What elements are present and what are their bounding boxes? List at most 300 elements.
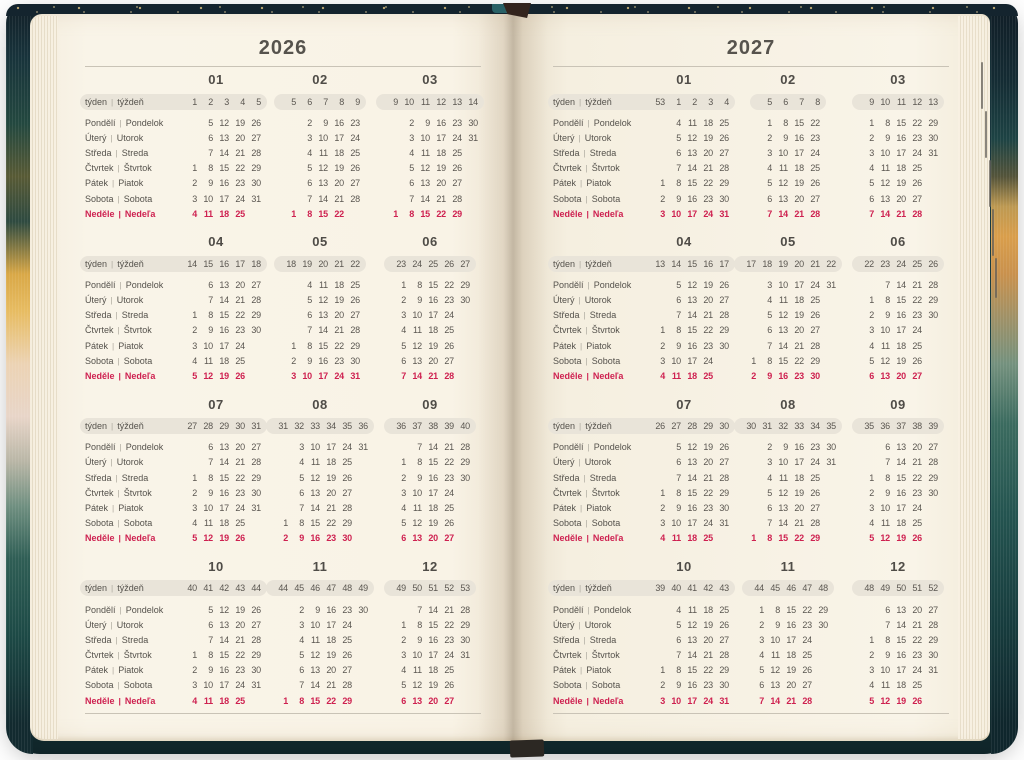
day-number: 1 (192, 472, 197, 483)
week-number: 29 (703, 421, 713, 432)
day-number: 23 (810, 132, 820, 143)
day-number: 12 (420, 163, 430, 174)
label-separator: | (586, 371, 589, 382)
number-grid (181, 500, 261, 515)
day-number: 20 (794, 193, 804, 204)
day-number: 16 (219, 178, 229, 189)
number-grid (390, 632, 470, 647)
day-number: 15 (687, 487, 697, 498)
number-grid (382, 161, 478, 176)
day-number: 9 (417, 295, 422, 306)
number-grid (858, 678, 938, 693)
day-number: 19 (703, 279, 713, 290)
week-number: 22 (864, 258, 874, 269)
day-number: 21 (794, 518, 804, 529)
day-number: 16 (896, 650, 906, 661)
day-number: 31 (826, 457, 836, 468)
number-grid (858, 500, 938, 515)
day-number: 30 (719, 340, 729, 351)
number-grid (390, 531, 470, 546)
day-number: 23 (802, 619, 812, 630)
bilingual-label: Čtvrtek | Štvrtok (553, 325, 620, 336)
day-number: 13 (219, 619, 229, 630)
label-separator: | (115, 310, 118, 321)
day-number: 12 (778, 487, 788, 498)
day-number: 2 (660, 502, 665, 513)
day-number: 28 (802, 695, 812, 706)
label-separator: | (118, 533, 121, 544)
day-number: 15 (896, 117, 906, 128)
day-number: 4 (869, 518, 874, 529)
number-grid (858, 206, 938, 221)
day-number: 24 (810, 457, 820, 468)
number-grid (740, 323, 836, 338)
day-number: 19 (703, 619, 713, 630)
day-number: 6 (307, 178, 312, 189)
number-grid (181, 161, 261, 176)
day-number: 13 (310, 487, 320, 498)
bilingual-label: Středa | Streda (553, 310, 617, 321)
day-number: 1 (401, 619, 406, 630)
day-number: 5 (401, 518, 406, 529)
bilingual-label: Středa | Streda (85, 147, 149, 158)
day-number: 10 (310, 619, 320, 630)
number-grid (280, 115, 360, 130)
day-number: 18 (334, 147, 344, 158)
number-grid (858, 257, 938, 270)
day-number: 24 (235, 680, 245, 691)
day-number: 10 (412, 310, 422, 321)
week-number: 53 (460, 583, 470, 594)
day-number: 23 (444, 295, 454, 306)
number-grid (181, 257, 261, 270)
number-grid (181, 531, 261, 546)
week-number: 36 (358, 421, 368, 432)
number-grid (649, 368, 729, 383)
day-number: 24 (703, 518, 713, 529)
day-number: 30 (818, 619, 828, 630)
day-number: 6 (676, 147, 681, 158)
number-grid (181, 455, 261, 470)
day-number: 11 (688, 117, 697, 128)
number-grid (748, 693, 828, 708)
day-number: 21 (334, 193, 344, 204)
number-grid (181, 277, 261, 292)
day-number: 12 (880, 355, 890, 366)
day-number: 4 (767, 472, 772, 483)
week-number: 48 (818, 583, 828, 594)
day-row (85, 648, 481, 663)
day-number: 3 (291, 371, 296, 382)
day-number: 23 (703, 502, 713, 513)
day-number: 13 (687, 634, 697, 645)
week-number: 6 (307, 96, 312, 107)
day-number: 22 (326, 695, 336, 706)
divider-rule-bottom (85, 713, 481, 714)
number-grid (390, 516, 470, 531)
day-number: 25 (810, 295, 820, 306)
day-number: 8 (885, 472, 890, 483)
day-number: 13 (219, 132, 229, 143)
day-number: 3 (299, 619, 304, 630)
divider-rule-bottom (553, 713, 949, 714)
week-number: 27 (671, 421, 681, 432)
week-number: 46 (310, 583, 320, 594)
day-number: 10 (302, 371, 312, 382)
day-number: 30 (719, 680, 729, 691)
number-grid (390, 617, 470, 632)
day-number: 6 (409, 178, 414, 189)
day-row (553, 293, 949, 308)
day-number: 14 (219, 295, 229, 306)
day-number: 31 (719, 208, 729, 219)
label-separator: | (118, 208, 121, 219)
day-number: 21 (912, 619, 922, 630)
bilingual-label: Čtvrtek | Štvrtok (85, 487, 152, 498)
day-number: 11 (421, 147, 430, 158)
day-number: 16 (428, 634, 438, 645)
number-grid (280, 161, 360, 176)
month-band (85, 71, 481, 221)
week-number: 48 (342, 583, 352, 594)
week-number-row (553, 582, 949, 595)
number-grid (280, 206, 360, 221)
day-number: 15 (318, 340, 328, 351)
number-grid (280, 338, 360, 353)
day-number: 4 (676, 604, 681, 615)
day-number: 23 (444, 634, 454, 645)
day-number: 7 (417, 442, 422, 453)
day-number: 25 (235, 695, 245, 706)
day-number: 18 (326, 634, 336, 645)
day-number: 24 (334, 371, 344, 382)
number-grid (181, 130, 261, 145)
label-separator: | (117, 355, 120, 366)
day-number: 16 (794, 442, 804, 453)
day-number: 17 (428, 487, 438, 498)
number-grid (858, 176, 938, 191)
day-number: 7 (208, 295, 213, 306)
bilingual-label: Neděle | Nedeľa (553, 208, 624, 219)
number-grid (748, 678, 828, 693)
label-separator: | (587, 117, 590, 128)
day-number: 4 (299, 634, 304, 645)
day-number: 12 (310, 472, 320, 483)
day-number: 14 (310, 680, 320, 691)
number-grid (390, 420, 470, 433)
number-grid (181, 602, 261, 617)
day-row (553, 516, 949, 531)
day-number: 25 (703, 533, 713, 544)
day-number: 13 (318, 178, 328, 189)
day-number: 14 (896, 279, 906, 290)
month-header-row (85, 558, 481, 577)
week-number: 1 (192, 96, 197, 107)
number-grid (280, 191, 360, 206)
number-grid (748, 582, 828, 595)
day-number: 29 (460, 279, 470, 290)
day-number: 9 (783, 132, 788, 143)
day-number: 9 (885, 310, 890, 321)
number-grid (272, 500, 368, 515)
day-number: 25 (719, 117, 729, 128)
label-separator: | (585, 487, 588, 498)
bilingual-label: Neděle | Nedeľa (553, 695, 624, 706)
day-number: 17 (896, 325, 906, 336)
month-header-row (85, 71, 481, 90)
day-number: 17 (219, 502, 229, 513)
day-number: 6 (401, 533, 406, 544)
day-number: 18 (794, 295, 804, 306)
week-number: 14 (468, 96, 478, 107)
day-number: 2 (307, 117, 312, 128)
day-number: 17 (219, 340, 229, 351)
page-gutter-shadow (478, 14, 548, 741)
day-number: 30 (350, 355, 360, 366)
day-number: 4 (767, 163, 772, 174)
month-band (553, 558, 949, 708)
day-row (553, 368, 949, 383)
day-row (85, 617, 481, 632)
week-number: 8 (815, 96, 820, 107)
day-row (553, 206, 949, 221)
number-grid (181, 145, 261, 160)
day-number: 7 (208, 634, 213, 645)
day-number: 1 (751, 533, 756, 544)
day-number: 6 (885, 442, 890, 453)
label-separator: | (112, 340, 115, 351)
day-number: 17 (794, 457, 804, 468)
day-number: 9 (417, 472, 422, 483)
day-row (85, 191, 481, 206)
number-grid (272, 617, 368, 632)
day-number: 17 (428, 310, 438, 321)
day-number: 18 (703, 604, 713, 615)
day-number: 29 (928, 117, 938, 128)
number-grid (740, 308, 836, 323)
number-grid (181, 485, 261, 500)
day-number: 26 (350, 295, 360, 306)
day-number: 25 (342, 634, 352, 645)
day-number: 28 (460, 604, 470, 615)
day-number: 1 (660, 178, 665, 189)
day-number: 2 (751, 371, 756, 382)
number-grid (280, 308, 360, 323)
day-number: 1 (393, 208, 398, 219)
day-number: 21 (444, 442, 454, 453)
day-number: 20 (235, 132, 245, 143)
day-number: 20 (896, 371, 906, 382)
day-number: 8 (417, 619, 422, 630)
day-row (85, 368, 481, 383)
day-number: 12 (880, 533, 890, 544)
label-separator: | (580, 178, 583, 189)
day-number: 31 (460, 650, 470, 661)
day-number: 2 (660, 193, 665, 204)
day-number: 17 (786, 634, 796, 645)
day-number: 17 (687, 355, 697, 366)
day-number: 6 (767, 325, 772, 336)
day-number: 4 (192, 355, 197, 366)
day-number: 2 (401, 472, 406, 483)
day-number: 9 (208, 665, 213, 676)
week-number: 45 (770, 583, 780, 594)
day-number: 26 (342, 650, 352, 661)
day-number: 3 (401, 310, 406, 321)
day-number: 9 (208, 487, 213, 498)
day-number: 20 (235, 619, 245, 630)
day-number: 5 (401, 680, 406, 691)
week-number: 15 (203, 258, 213, 269)
day-number: 25 (810, 163, 820, 174)
number-grid (382, 95, 478, 108)
day-number: 25 (452, 147, 462, 158)
label-separator: | (585, 355, 588, 366)
week-number: 21 (810, 258, 820, 269)
label-separator: | (580, 502, 583, 513)
day-number: 1 (192, 650, 197, 661)
cover-painted-edge-right (991, 4, 1018, 754)
day-number: 4 (759, 650, 764, 661)
day-number: 9 (885, 132, 890, 143)
day-number: 11 (311, 457, 320, 468)
day-number: 27 (810, 502, 820, 513)
day-number: 24 (912, 502, 922, 513)
week-number: 26 (928, 258, 938, 269)
month-band (553, 71, 949, 221)
week-number: 49 (358, 583, 368, 594)
number-grid (858, 145, 938, 160)
label-separator: | (583, 147, 586, 158)
week-number: 25 (428, 258, 438, 269)
label-separator: | (578, 132, 581, 143)
bilingual-label: Pondělí | Pondelok (85, 604, 164, 615)
number-grid (740, 420, 836, 433)
number-grid (649, 353, 729, 368)
day-number: 29 (251, 310, 261, 321)
week-number: 48 (864, 583, 874, 594)
day-number: 25 (235, 518, 245, 529)
day-number: 20 (428, 533, 438, 544)
day-number: 5 (676, 442, 681, 453)
day-number: 17 (436, 132, 446, 143)
day-number: 31 (251, 680, 261, 691)
month-label: 12 (422, 558, 438, 574)
number-grid (181, 648, 261, 663)
number-grid (649, 531, 729, 546)
day-number: 5 (767, 487, 772, 498)
day-number: 16 (687, 680, 697, 691)
day-number: 14 (880, 208, 890, 219)
day-number: 15 (219, 310, 229, 321)
number-grid (649, 130, 729, 145)
month-label: 09 (890, 396, 906, 412)
day-number: 22 (235, 310, 245, 321)
day-number: 11 (203, 208, 213, 219)
bilingual-label: Středa | Streda (85, 310, 149, 321)
day-number: 25 (350, 279, 360, 290)
day-number: 9 (676, 340, 681, 351)
bilingual-label: Čtvrtek | Štvrtok (85, 163, 152, 174)
day-number: 11 (881, 680, 890, 691)
bilingual-label: týden | týždeň (553, 96, 612, 107)
day-number: 29 (719, 325, 729, 336)
day-number: 31 (251, 193, 261, 204)
number-grid (181, 308, 261, 323)
bilingual-label: Pátek | Piatok (553, 340, 612, 351)
day-number: 8 (885, 117, 890, 128)
day-number: 7 (299, 680, 304, 691)
day-number: 30 (251, 487, 261, 498)
week-number: 14 (671, 258, 681, 269)
day-number: 12 (203, 533, 213, 544)
day-number: 18 (896, 340, 906, 351)
number-grid (649, 161, 729, 176)
day-number: 12 (412, 340, 422, 351)
week-number: 4 (724, 96, 729, 107)
day-number: 23 (810, 442, 820, 453)
number-grid (740, 440, 836, 455)
day-number: 22 (444, 457, 454, 468)
day-number: 30 (251, 325, 261, 336)
bilingual-label: Středa | Streda (85, 472, 149, 483)
week-number: 44 (278, 583, 288, 594)
bilingual-label: týden | týždeň (553, 258, 612, 269)
page-tab-cut (995, 258, 997, 298)
week-number: 50 (412, 583, 422, 594)
divider-rule-top (553, 66, 949, 67)
label-separator: | (587, 604, 590, 615)
day-number: 28 (251, 147, 261, 158)
day-number: 17 (318, 371, 328, 382)
day-number: 25 (235, 208, 245, 219)
day-number: 7 (869, 208, 874, 219)
day-number: 2 (291, 355, 296, 366)
number-grid (181, 663, 261, 678)
day-number: 15 (420, 208, 430, 219)
label-separator: | (115, 147, 118, 158)
day-number: 19 (896, 178, 906, 189)
day-number: 10 (412, 650, 422, 661)
week-number: 35 (342, 421, 352, 432)
day-number: 6 (869, 371, 874, 382)
day-number: 19 (794, 178, 804, 189)
day-number: 9 (775, 619, 780, 630)
number-grid (649, 191, 729, 206)
label-separator: | (117, 518, 120, 529)
week-number: 26 (655, 421, 665, 432)
day-row (85, 500, 481, 515)
day-number: 26 (444, 518, 454, 529)
day-number: 24 (810, 279, 820, 290)
day-number: 27 (251, 442, 261, 453)
bilingual-label: Neděle | Nedeľa (85, 208, 156, 219)
day-number: 1 (660, 487, 665, 498)
day-number: 1 (401, 457, 406, 468)
week-number: 20 (318, 258, 328, 269)
day-number: 22 (436, 208, 446, 219)
day-number: 17 (219, 193, 229, 204)
day-row (85, 277, 481, 292)
week-number: 51 (912, 583, 922, 594)
day-number: 7 (401, 371, 406, 382)
number-grid (390, 338, 470, 353)
number-grid (181, 693, 261, 708)
page-tab-cut (989, 160, 991, 207)
number-grid (280, 257, 360, 270)
day-number: 14 (770, 695, 780, 706)
day-number: 14 (778, 518, 788, 529)
